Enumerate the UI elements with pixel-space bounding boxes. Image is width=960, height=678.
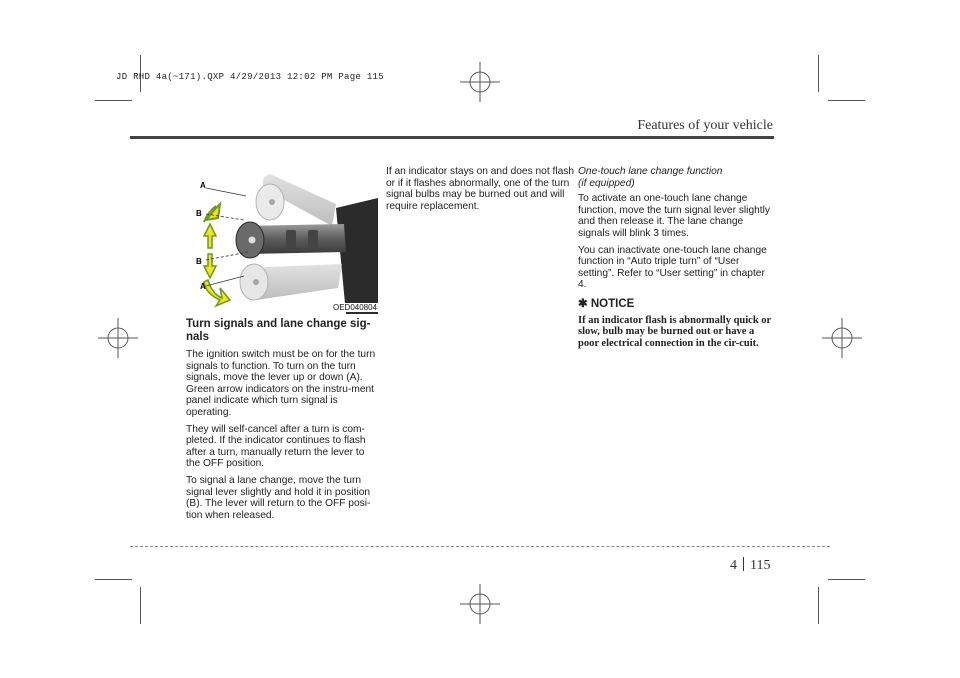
section-heading-one-touch: [578, 166, 774, 189]
section-header-title: Features of your vehicle: [637, 118, 773, 133]
page-number: [730, 557, 770, 574]
notice-title: [578, 299, 774, 311]
crop-mark: [828, 100, 865, 101]
crop-mark: [818, 587, 819, 624]
crop-mark: [828, 579, 865, 580]
chapter-number: 4: [730, 558, 737, 573]
paragraph: If an indicator stays on and does not flash or if it flashes abnormally, one of the turn signal bulbs may be burned out and will require replacement.: [386, 166, 575, 212]
arrow-a-down: [204, 280, 230, 306]
header-rule: [130, 136, 774, 139]
crop-mark: [95, 579, 132, 580]
crop-mark: [818, 55, 819, 92]
paragraph: The ignition switch must be on for the turn signals to function. To turn on the turn signals, move the lever up or down (A). Green arrow indicators on the instru-ment panel indicate which turn signal is operating.: [186, 349, 376, 418]
arrow-a-up: [204, 204, 220, 222]
notice-icon: ✱: [578, 297, 588, 310]
paragraph: You can inactivate one-touch lane change function in “Auto triple turn” of “User setting”. Refer to “User setting” in chapter 4.: [578, 244, 767, 291]
crop-mark: [140, 587, 141, 624]
registration-mark-right: [822, 318, 862, 358]
registration-mark-top: [460, 62, 500, 102]
notice-label: NOTICE: [590, 297, 635, 310]
arrow-b-up: [204, 224, 216, 248]
lever-main: [236, 222, 346, 258]
lever-lower-ghost: [240, 264, 342, 300]
column-left: [186, 318, 378, 526]
arrow-b-down: [204, 254, 216, 278]
figure-code: OED040804: [333, 303, 378, 312]
page-number-separator: [743, 557, 744, 571]
print-slug: JD RHD 4a(~171).QXP 4/29/2013 12:02 PM Page 115: [116, 72, 384, 82]
heading-line: One-touch lane change function: [578, 166, 723, 177]
footer-rule: [130, 546, 830, 547]
section-heading-turn-signals: Turn signals and lane change sig-nals: [186, 318, 371, 343]
notice-body: If an indicator flash is abnormally quick or slow, bulb may be burned out or have a poor electrical connection in the cir-cuit.: [578, 314, 772, 349]
lever-upper-ghost: [256, 174, 336, 226]
paragraph: They will self-cancel after a turn is com-pleted. If the indicator continues to flash after a turn, manually return the lever to the OFF position.: [186, 423, 366, 470]
figure-label-a-bottom: A: [200, 282, 206, 291]
paragraph: To signal a lane change, move the turn signal lever slightly and hold it in position (B). The lever will return to the OFF posi-tion when released.: [186, 474, 371, 521]
registration-mark-bottom: [460, 584, 500, 624]
figure-label-b-bottom: B: [196, 257, 202, 266]
lever-illustration: [186, 168, 378, 314]
figure-label-b-top: B: [196, 209, 202, 218]
paragraph: To activate an one-touch lane change function, move the turn signal lever slightly and then release it. The lane change signals will blink 3 times.: [578, 193, 770, 239]
page-number-value: 115: [750, 558, 771, 573]
crop-mark: [95, 100, 132, 101]
column-middle: [386, 166, 576, 217]
column-right: [578, 166, 774, 349]
turn-signal-lever-figure: [186, 168, 378, 314]
figure-label-a-top: A: [200, 181, 206, 190]
registration-mark-left: [98, 318, 138, 358]
heading-line-qualifier: (if equipped): [578, 177, 635, 189]
